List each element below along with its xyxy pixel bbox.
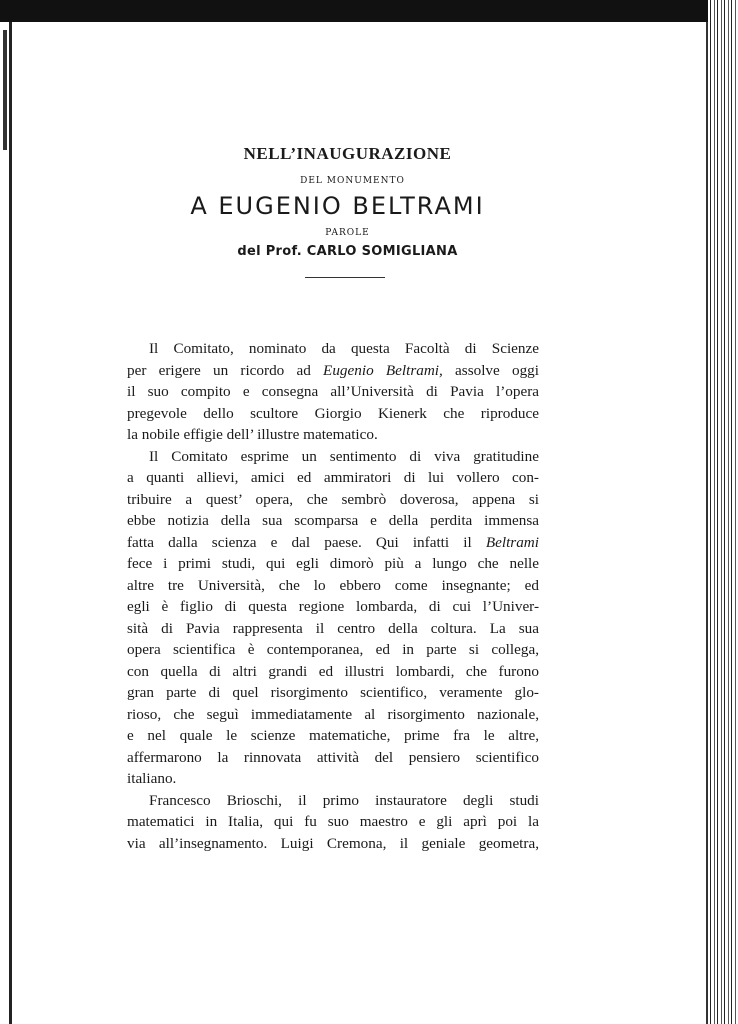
text-line: la nobile effigie dell’ illustre matematico. (127, 426, 378, 443)
scan-left-mark (3, 30, 7, 150)
text-line: matematici in Italia, qui fu suo maestro e gli aprì poi la (127, 813, 539, 830)
text-line: sità di Pavia rappresenta il centro della coltura. La sua (127, 619, 539, 637)
text-line: tribuire a quest’ opera, che sembrò doverosa, appena si (127, 490, 539, 508)
text-italic: Beltrami (485, 533, 539, 551)
heading-main-name: A EUGENIO BELTRAMI (190, 192, 485, 220)
scan-left-border (0, 22, 12, 1024)
text-fragment: per erigere un ricordo ad (127, 361, 324, 379)
text-line: gran parte di quel risorgimento scientifico, veramente glo- (127, 684, 539, 701)
text-italic: Eugenio Beltrami, (323, 361, 443, 379)
scan-right-book-edge (708, 0, 738, 1024)
text-line: Il Comitato esprime un sentimento di viva gratitudine (149, 447, 539, 465)
text-line: Francesco Brioschi, il primo instauratore degli studi (149, 791, 539, 809)
text-line: Il Comitato, nominato da questa Facoltà di Scienze (149, 340, 539, 357)
scan-top-border (0, 0, 738, 22)
text-fragment: assolve oggi (442, 361, 539, 379)
heading-divider (305, 277, 385, 278)
text-line: via all’insegnamento. Luigi Cremona, il geniale geometra, (127, 834, 539, 852)
paragraph-3 (127, 790, 539, 855)
text-line (127, 532, 539, 554)
text-line: con quella di altri grandi ed illustri lombardi, che furono (127, 662, 539, 680)
text-line: egli è figlio di questa regione lombarda, di cui l’Univer- (127, 598, 539, 615)
text-line: affermarono la rinnovata attività del pensiero scientifico (127, 748, 539, 766)
heading-subtitle: DEL MONUMENTO (300, 176, 405, 186)
heading-block (125, 140, 540, 278)
paragraph-2 (127, 446, 539, 790)
text-line: fece i primi studi, qui egli dimorò più a lungo che nelle (127, 555, 539, 572)
text-line: a quanti allievi, amici ed ammiratori di lui vollero con- (127, 469, 539, 486)
text-fragment: fatta dalla scienza e dal paese. Qui infatti il (127, 533, 486, 551)
text-line: rioso, che seguì immediatamente al risorgimento nazionale, (127, 705, 539, 723)
heading-title: NELL’INAUGURAZIONE (243, 144, 452, 163)
text-line: italiano. (127, 770, 177, 787)
text-line (127, 360, 539, 382)
paragraph-1 (127, 338, 539, 446)
heading-author: del Prof. CARLO SOMIGLIANA (237, 244, 458, 259)
text-line: ebbe notizia della sua scomparsa e della perdita immensa (127, 512, 539, 529)
text-line: altre tre Università, che lo ebbero come insegnante; ed (127, 576, 539, 594)
text-line: il suo compito e consegna all’Università di Pavia l’opera (127, 383, 539, 400)
text-line: opera scientifica è contemporanea, ed in parte si collega, (127, 641, 539, 658)
text-line: e nel quale le scienze matematiche, prime fra le altre, (127, 727, 539, 744)
heading-parole: PAROLE (325, 228, 370, 238)
body-text (127, 338, 539, 854)
text-line: pregevole dello scultore Giorgio Kienerk che riproduce (127, 404, 539, 422)
